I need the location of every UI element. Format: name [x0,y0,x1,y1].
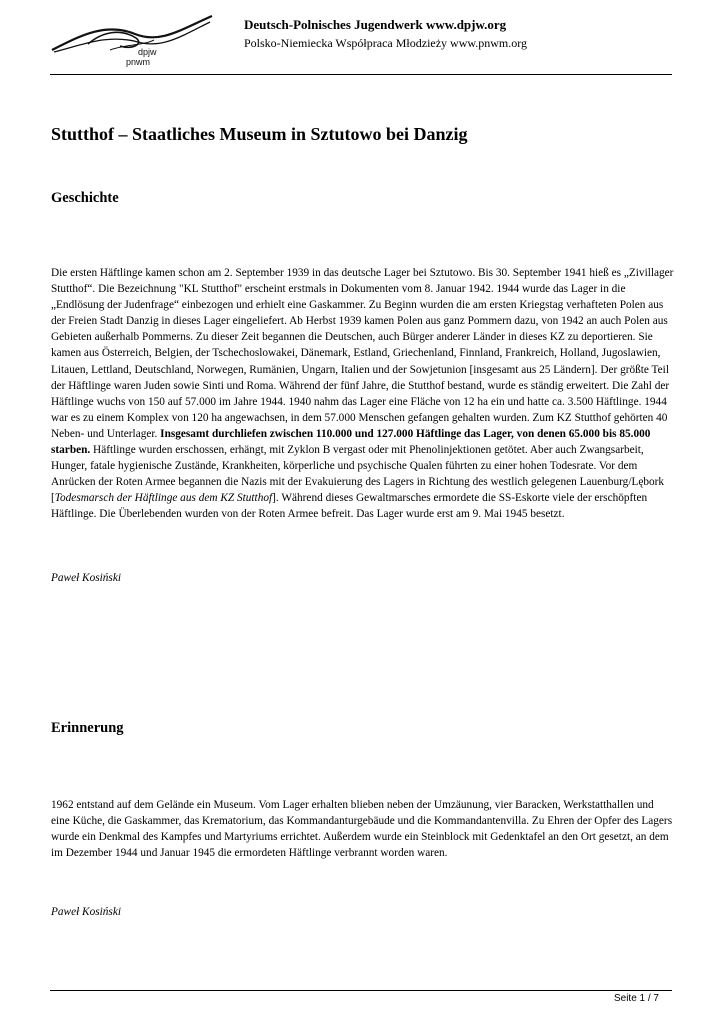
section-body-erinnerung [51,797,675,861]
body-text: 1962 entstand auf dem Gelände ein Museum. Vom Lager erhalten blieben neben der Umzäunung, vier Baracken, Werkstatthallen und eine Küche, die Gaskammer, das Krematorium, das Kommandanturgebäude und die Kommandantenvilla. Zu Ehren der Opfer des Lagers wurde ein Denkmal des Kampfes und Martyriums errichtet. Außerdem wurde ein Steinblock mit Gedenktafel an den Ort gesetzt, an dem im Dezember 1944 und Januar 1945 die ermordeten Häftlinge verbrannt worden waren. [51,799,673,860]
body-text-bold: Insgesamt durchliefen zwischen 110.000 und 127.000 Häftlinge das Lager, von denen 65.000 bis 85.000 starben. [51,427,651,457]
header-divider [50,74,672,75]
page-header [0,0,725,80]
body-text: ]. Während dieses Gewaltmarsches ermordete die SS-Eskorte viele der erschöpften Häftlinge. Die Überlebenden wurden von der Roten Armee befreit. Das Lager wurde erst am 9. Mai 1945 besetzt. [51,492,648,521]
logo-text-pnwm: pnwm [126,57,151,67]
page-number: Seite 1 / 7 [613,993,659,1004]
body-text-italic: Todesmarsch der Häftlinge aus dem KZ Stutthof [54,492,273,505]
page-title: Stutthof – Staatliches Museum in Sztutowo bei Danzig [51,124,468,144]
body-text: Häftlinge wurden erschossen, erhängt, mit Zyklon B vergast oder mit Phenolinjektionen getötet. Aber auch Zwangsarbeit, Hunger, fatale hygienische Zustände, Krankheiten, körperliche und psychische Qualen führten zu einer hohen Todesrate. Vor dem Anrücken der Roten Armee begannen die Nazis mit der Evakuierung des Lagers in Richtung des westlich gelegenen Lauenburg/Lębork [ [51,444,665,505]
section-heading-geschichte: Geschichte [51,190,119,206]
body-text: Die ersten Häftlinge kamen schon am 2. September 1939 in das deutsche Lager bei Sztutowo. Bis 30. September 1941 hieß es „Zivillager Stutthof“. Die Bezeichnung "KL Stutthof" erscheint erstmals in Dokumenten vom 8. Januar 1942. 1944 wurde das Lager in die „Endlösung der Judenfrage“ einbezogen und erhielt eine Gaskammer. Zu Beginn wurden die am ersten Kriegstag verhafteten Polen aus der Freien Stadt Danzig in dieses Lager eingeliefert. Ab Herbst 1939 kamen Polen aus ganz Pommern dazu, von 1942 an auch Polen aus Gebieten außerhalb Pommerns. Zu dieser Zeit begannen die Deutschen, auch Bürger anderer Länder in dieses KZ zu deportieren. Sie kamen aus Österreich, Belgien, der Tschechoslowakei, Dänemark, Estland, Griechenland, Finnland, Frankreich, Holland, Jugoslawien, Litauen, Lettland, Deutschland, Norwegen, Rumänien, Ungarn, Italien und der Sowjetunion [insgesamt aus 25 Ländern]. Der größte Teil der Häftlinge waren Juden sowie Sinti und Roma. Während der fünf Jahre, die Stutthof bestand, wurde es ständig erweitert. Die Zahl der Häftlinge wuchs von 150 auf 57.000 im Jahre 1944. 1940 nahm das Lager eine Fläche von 12 ha ein und hatte ca. 3.500 Häftlinge. 1944 war es zu einem Komplex von 120 ha angewachsen, in dem 57.000 Menschen gefangen gehalten wurden. Zum KZ Stutthof gehörten 40 Neben- und Unterlager. [51,267,674,440]
author-name: Paweł Kosiński [51,572,121,584]
section-heading-erinnerung: Erinnerung [51,720,124,736]
header-org-polish: Polsko-Niemiecka Współpraca Młodzieży www.pnwm.org [244,36,528,50]
section-body-geschichte [51,265,675,523]
logo-text-dpjw: dpjw [138,47,157,57]
footer-divider [50,990,672,991]
header-org-german: Deutsch-Polnisches Jugendwerk www.dpjw.org [244,17,507,32]
author-name: Paweł Kosiński [51,906,121,918]
dpjw-pnwm-logo [50,14,215,72]
